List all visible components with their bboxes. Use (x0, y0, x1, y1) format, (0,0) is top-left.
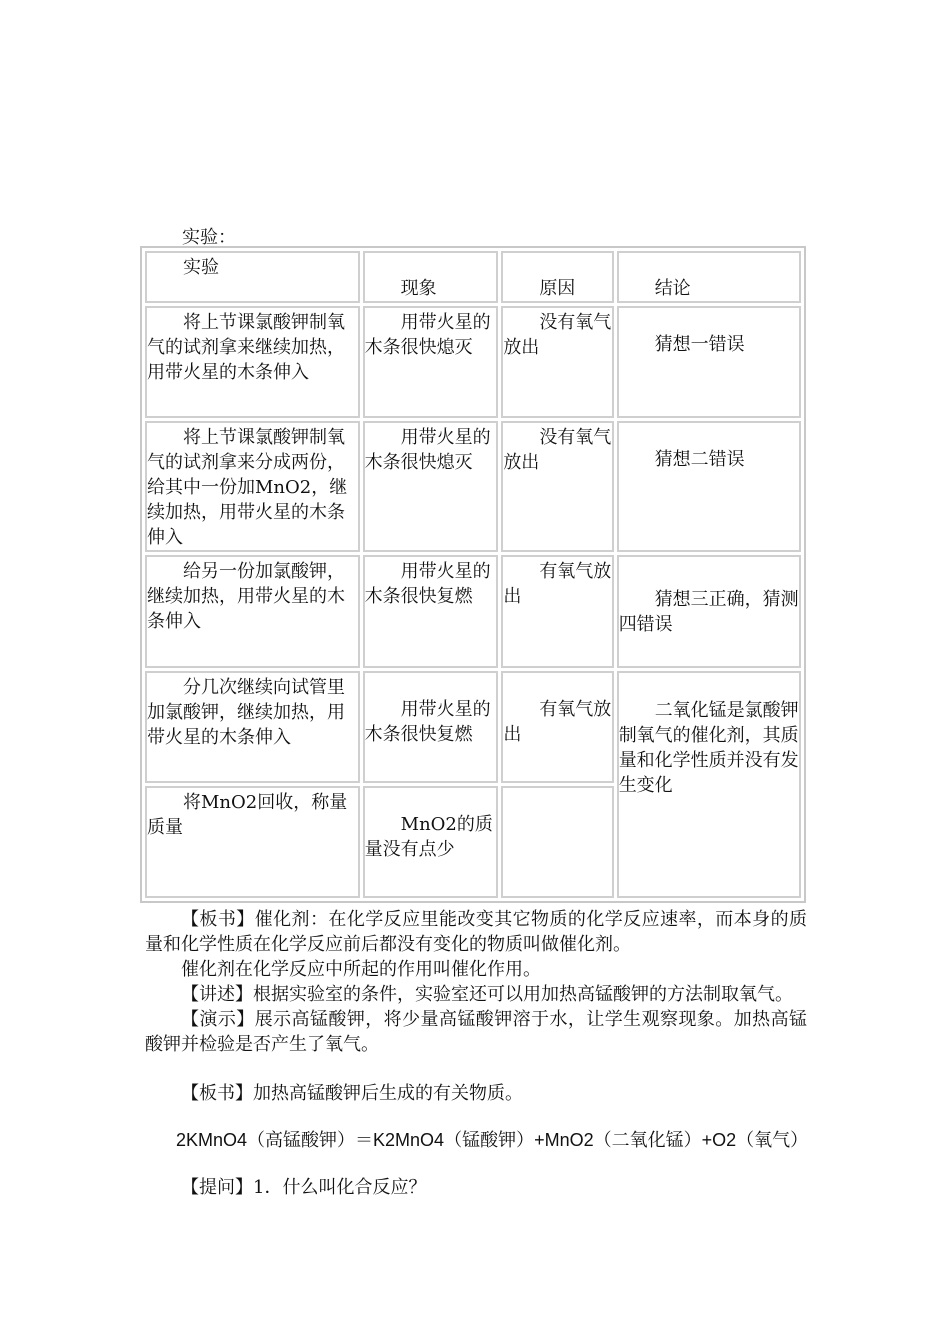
table-row (145, 555, 801, 668)
chemical-equation: 2KMnO4（高锰酸钾）＝K2MnO4（锰酸钾）+MnO2（二氧化锰）+O2（氧气） (176, 1130, 809, 1150)
paragraph-question: 【提问】1．什么叫化合反应？ (181, 1177, 427, 1198)
experiment-cell: 给另一份加氯酸钾，继续加热，用带火星的木条伸入 (145, 555, 360, 668)
table-header-row (145, 251, 801, 303)
experiment-table (140, 246, 806, 903)
phenomenon-cell: MnO2的质量没有点少 (363, 786, 499, 898)
experiment-cell: 将上节课氯酸钾制氧气的试剂拿来分成两份，给其中一份加MnO2，继续加热，用带火星的木条伸入 (145, 421, 360, 552)
phenomenon-cell: 用带火星的木条很快复燃 (363, 671, 499, 783)
paragraph-demonstration: 【演示】展示高锰酸钾，将少量高锰酸钾溶于水，让学生观察现象。加热高锰酸钾并检验是否产生了氧气。 (145, 1009, 807, 1055)
reason-cell: 没有氧气放出 (501, 421, 613, 552)
paragraph-board-note: 【板书】加热高锰酸钾后生成的有关物质。 (181, 1083, 523, 1104)
header-cell: 现象 (363, 251, 499, 303)
section-heading: 实验： (182, 227, 236, 248)
paragraph-catalyst-definition: 【板书】催化剂：在化学反应里能改变其它物质的化学反应速率，而本身的质量和化学性质在化学反应前后都没有变化的物质叫做催化剂。 (145, 909, 807, 955)
experiment-cell: 分几次继续向试管里加氯酸钾，继续加热，用带火星的木条伸入 (145, 671, 360, 783)
phenomenon-cell: 用带火星的木条很快熄灭 (363, 306, 499, 418)
conclusion-cell: 猜想二错误 (617, 421, 801, 552)
table-row (145, 671, 801, 783)
conclusion-cell: 猜想一错误 (617, 306, 801, 418)
conclusion-cell: 猜想三正确，猜测四错误 (617, 555, 801, 668)
reason-cell: 有氧气放出 (501, 555, 613, 668)
phenomenon-cell: 用带火星的木条很快熄灭 (363, 421, 499, 552)
header-cell: 原因 (501, 251, 613, 303)
conclusion-cell: 二氧化锰是氯酸钾制氧气的催化剂，其质量和化学性质并没有发生变化 (617, 671, 801, 898)
phenomenon-cell: 用带火星的木条很快复燃 (363, 555, 499, 668)
experiment-cell: 将MnO2回收，称量质量 (145, 786, 360, 898)
table-row (145, 306, 801, 418)
paragraph-narration: 【讲述】根据实验室的条件，实验室还可以用加热高锰酸钾的方法制取氧气。 (181, 984, 793, 1005)
experiment-cell: 将上节课氯酸钾制氧气的试剂拿来继续加热，用带火星的木条伸入 (145, 306, 360, 418)
paragraph-catalysis: 催化剂在化学反应中所起的作用叫催化作用。 (181, 959, 541, 980)
header-cell: 实验 (145, 251, 360, 303)
reason-cell: 有氧气放出 (501, 671, 613, 783)
reason-cell: 没有氧气放出 (501, 306, 613, 418)
reason-cell (501, 786, 613, 898)
body-paragraphs (145, 907, 807, 1057)
table-row (145, 421, 801, 552)
header-cell: 结论 (617, 251, 801, 303)
